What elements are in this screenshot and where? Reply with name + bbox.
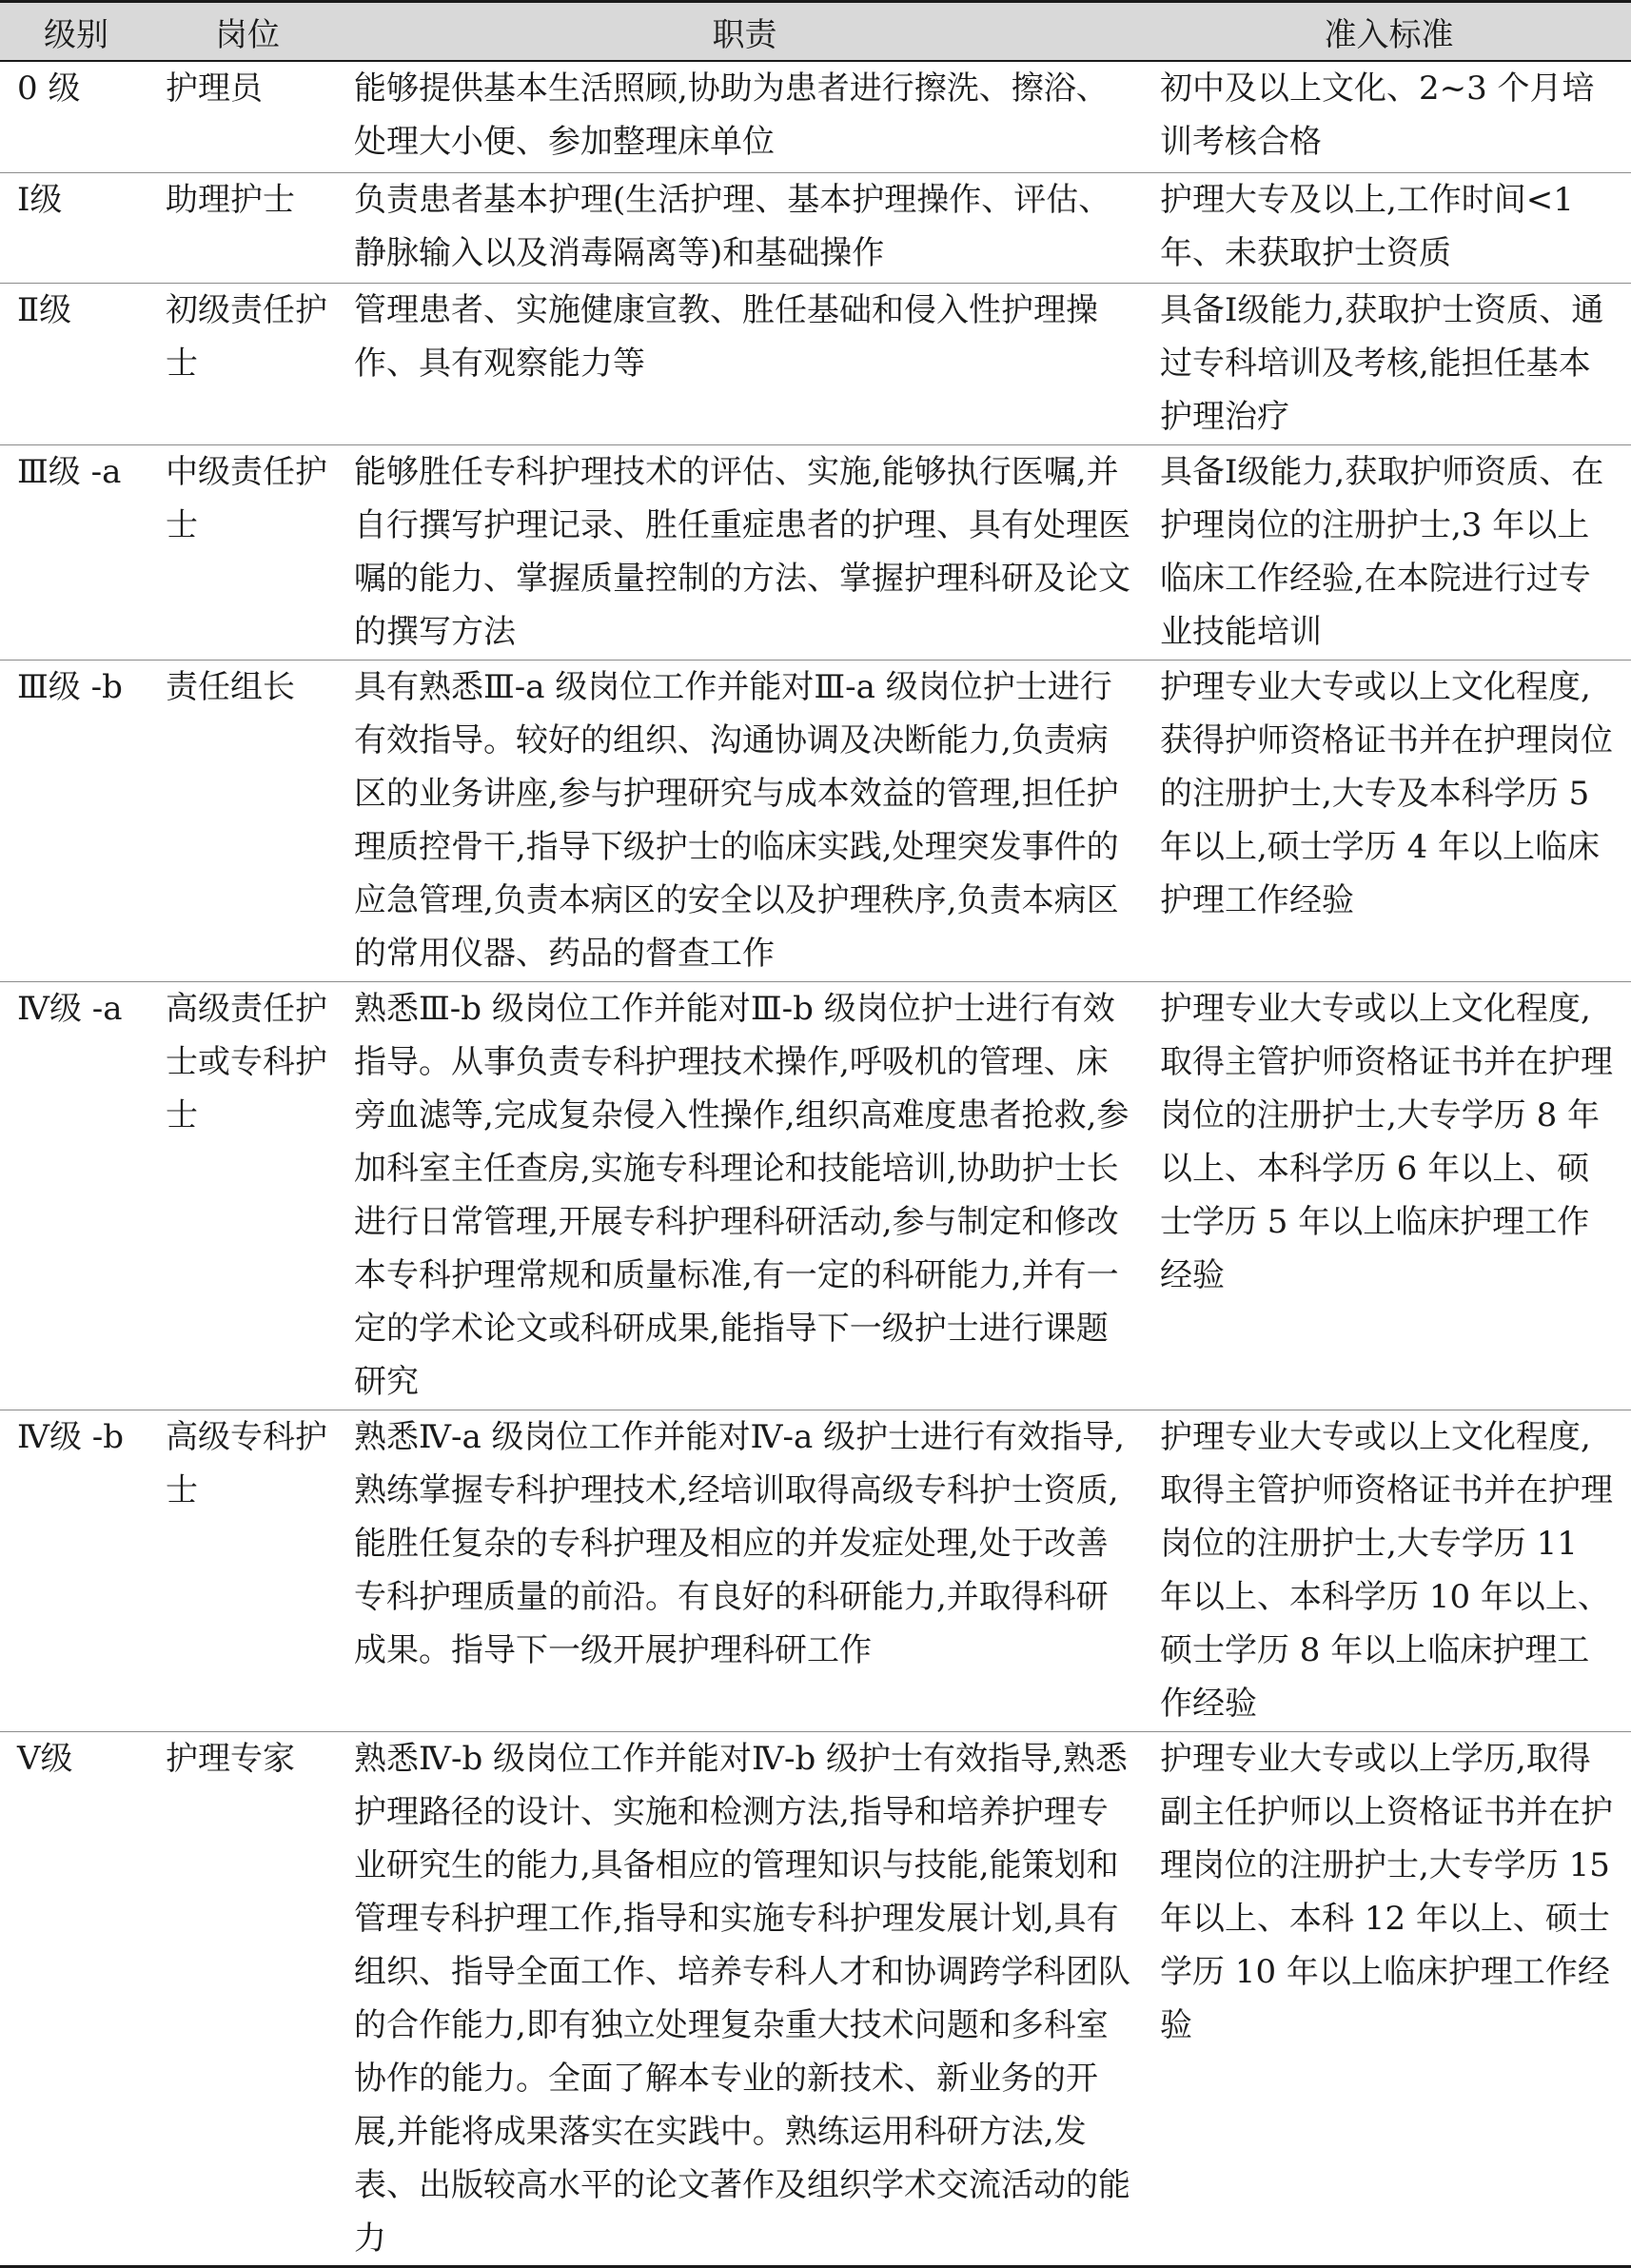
cell-level: Ⅱ级: [0, 283, 152, 444]
cell-post: 初级责任护士: [152, 283, 343, 444]
table-row: [0, 283, 1631, 444]
header-duty: 职责: [343, 2, 1147, 62]
cell-duty: 熟悉Ⅲ-b 级岗位工作并能对Ⅲ-b 级岗位护士进行有效指导。从事负责专科护理技术操作,呼吸机的管理、床旁血滤等,完成复杂侵入性操作,组织高难度患者抢救,参加科室主任查房,实施专科理论和技能培训,协助护士长进行日常管理,开展专科护理科研活动,参与制定和修改本专科护理常规和质量标准,有一定的科研能力,并有一定的学术论文或科研成果,能指导下一级护士进行课题研究: [343, 981, 1147, 1410]
table-header: [0, 2, 1631, 62]
cell-post: 责任组长: [152, 660, 343, 981]
cell-standard: 护理大专及以上,工作时间<1 年、未获取护士资质: [1147, 172, 1631, 283]
table-row: [0, 1410, 1631, 1731]
cell-duty: 能够提供基本生活照顾,协助为患者进行擦洗、擦浴、处理大小便、参加整理床单位: [343, 61, 1147, 172]
header-standard: 准入标准: [1147, 2, 1631, 62]
cell-post: 高级责任护士或专科护士: [152, 981, 343, 1410]
cell-duty: 管理患者、实施健康宣教、胜任基础和侵入性护理操作、具有观察能力等: [343, 283, 1147, 444]
cell-duty: 负责患者基本护理(生活护理、基本护理操作、评估、静脉输入以及消毒隔离等)和基础操作: [343, 172, 1147, 283]
table-row: [0, 660, 1631, 981]
cell-duty: 熟悉Ⅳ-b 级岗位工作并能对Ⅳ-b 级护士有效指导,熟悉护理路径的设计、实施和检测方法,指导和培养护理专业研究生的能力,具备相应的管理知识与技能,能策划和管理专科护理工作,指导和实施专科护理发展计划,具有组织、指导全面工作、培养专科人才和协调跨学科团队的合作能力,即有独立处理复杂重大技术问题和多科室协作的能力。全面了解本专业的新技术、新业务的开展,并能将成果落实在实践中。熟练运用科研方法,发表、出版较高水平的论文著作及组织学术交流活动的能力: [343, 1731, 1147, 2266]
cell-post: 助理护士: [152, 172, 343, 283]
cell-level: Ⅰ级: [0, 172, 152, 283]
cell-level: Ⅲ级 -b: [0, 660, 152, 981]
table-row: [0, 444, 1631, 660]
cell-post: 中级责任护士: [152, 444, 343, 660]
cell-level: Ⅳ级 -b: [0, 1410, 152, 1731]
cell-standard: 具备Ⅰ级能力,获取护师资质、在护理岗位的注册护士,3 年以上临床工作经验,在本院进行过专业技能培训: [1147, 444, 1631, 660]
header-level: 级别: [0, 2, 152, 62]
cell-level: 0 级: [0, 61, 152, 172]
cell-post: 护理员: [152, 61, 343, 172]
cell-post: 护理专家: [152, 1731, 343, 2266]
cell-standard: 护理专业大专或以上文化程度,取得主管护师资格证书并在护理岗位的注册护士,大专学历 8 年以上、本科学历 6 年以上、硕士学历 5 年以上临床护理工作经验: [1147, 981, 1631, 1410]
header-post: 岗位: [152, 2, 343, 62]
cell-post: 高级专科护士: [152, 1410, 343, 1731]
cell-standard: 护理专业大专或以上文化程度,获得护师资格证书并在护理岗位的注册护士,大专及本科学历 5 年以上,硕士学历 4 年以上临床护理工作经验: [1147, 660, 1631, 981]
cell-level: Ⅳ级 -a: [0, 981, 152, 1410]
cell-duty: 具有熟悉Ⅲ-a 级岗位工作并能对Ⅲ-a 级岗位护士进行有效指导。较好的组织、沟通协调及决断能力,负责病区的业务讲座,参与护理研究与成本效益的管理,担任护理质控骨干,指导下级护士的临床实践,处理突发事件的应急管理,负责本病区的安全以及护理秩序,负责本病区的常用仪器、药品的督查工作: [343, 660, 1147, 981]
cell-level: Ⅲ级 -a: [0, 444, 152, 660]
cell-standard: 具备Ⅰ级能力,获取护士资质、通过专科培训及考核,能担任基本护理治疗: [1147, 283, 1631, 444]
table-row: [0, 61, 1631, 172]
cell-standard: 护理专业大专或以上学历,取得副主任护师以上资格证书并在护理岗位的注册护士,大专学历 15 年以上、本科 12 年以上、硕士学历 10 年以上临床护理工作经验: [1147, 1731, 1631, 2266]
table-row: [0, 172, 1631, 283]
table-row: [0, 981, 1631, 1410]
table-body: [0, 61, 1631, 2266]
header-row: [0, 2, 1631, 62]
table-row: [0, 1731, 1631, 2266]
cell-level: Ⅴ级: [0, 1731, 152, 2266]
cell-standard: 护理专业大专或以上文化程度,取得主管护师资格证书并在护理岗位的注册护士,大专学历 11 年以上、本科学历 10 年以上、硕士学历 8 年以上临床护理工作经验: [1147, 1410, 1631, 1731]
cell-duty: 熟悉Ⅳ-a 级岗位工作并能对Ⅳ-a 级护士进行有效指导,熟练掌握专科护理技术,经培训取得高级专科护士资质,能胜任复杂的专科护理及相应的并发症处理,处于改善专科护理质量的前沿。有良好的科研能力,并取得科研成果。指导下一级开展护理科研工作: [343, 1410, 1147, 1731]
cell-duty: 能够胜任专科护理技术的评估、实施,能够执行医嘱,并自行撰写护理记录、胜任重症患者的护理、具有处理医嘱的能力、掌握质量控制的方法、掌握护理科研及论文的撰写方法: [343, 444, 1147, 660]
cell-standard: 初中及以上文化、2~3 个月培训考核合格: [1147, 61, 1631, 172]
